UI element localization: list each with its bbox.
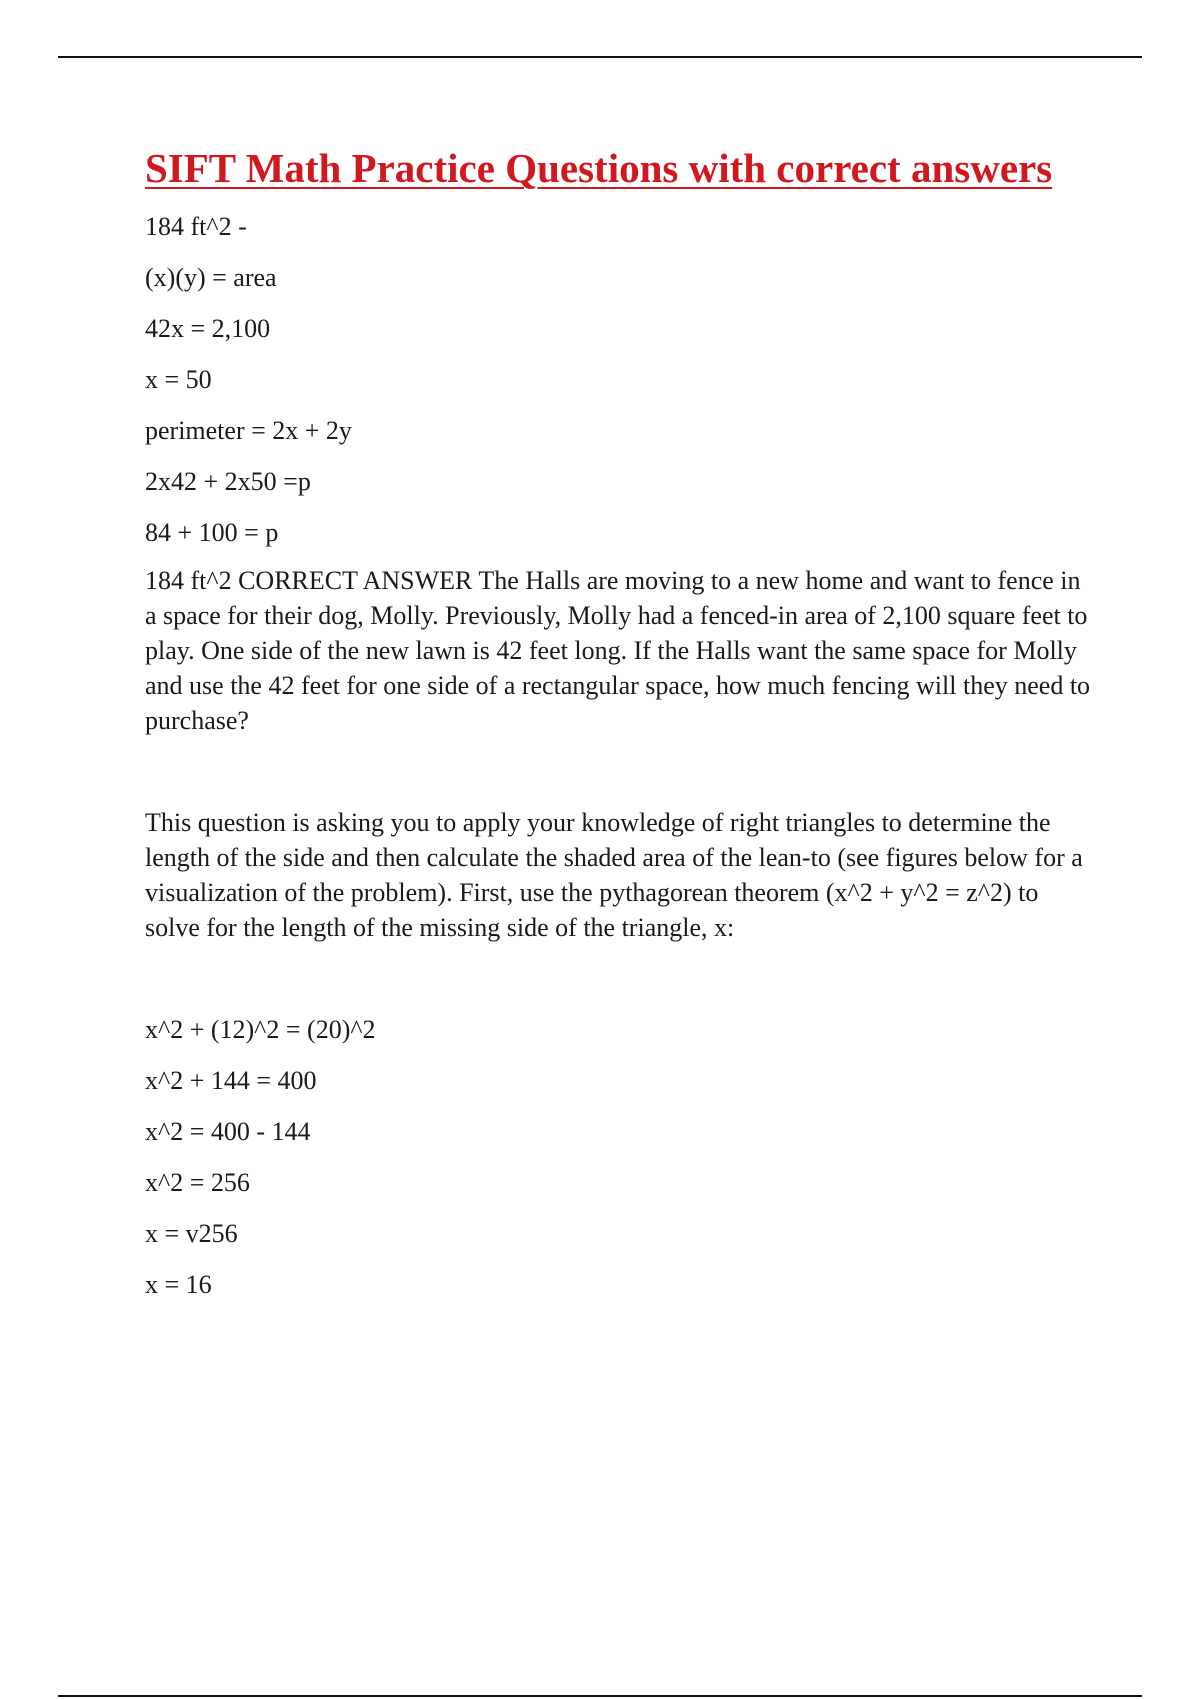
answer-line: x = 50 <box>145 365 212 394</box>
equation-line: x^2 = 256 <box>145 1168 250 1197</box>
answer-line: perimeter = 2x + 2y <box>145 416 352 445</box>
footer-rule <box>58 1695 1142 1697</box>
answer-line: 84 + 100 = p <box>145 518 279 547</box>
equation-line: x^2 = 400 - 144 <box>145 1117 311 1146</box>
answer-line: 184 ft^2 - <box>145 212 247 241</box>
answer-line: (x)(y) = area <box>145 263 277 292</box>
document-body <box>145 140 1095 1302</box>
equation-line: x = 16 <box>145 1270 212 1299</box>
equation-line: x = v256 <box>145 1219 238 1248</box>
equation-line: x^2 + (12)^2 = (20)^2 <box>145 1015 376 1044</box>
document-title: SIFT Math Practice Questions with correct answers <box>145 145 1053 191</box>
answer-line: 42x = 2,100 <box>145 314 271 343</box>
explanation-paragraph: This question is asking you to apply your knowledge of right triangles to determine the length of the side and then calculate the shaded area of the lean-to (see figures below for a visualization of the problem). First, use the pythagorean theorem (x^2 + y^2 = z^2) to solve for the length of the missing side of the triangle, x: <box>145 808 1083 942</box>
question-paragraph: 184 ft^2 CORRECT ANSWER The Halls are moving to a new home and want to fence in a space for their dog, Molly. Previously, Molly had a fenced-in area of 2,100 square feet to play. One side of the new lawn is 42 feet long. If the Halls want the same space for Molly and use the 42 feet for one side of a rectangular space, how much fencing will they need to purchase? <box>145 566 1091 735</box>
header-rule <box>58 56 1142 58</box>
answer-line: 2x42 + 2x50 =p <box>145 467 311 496</box>
equation-line: x^2 + 144 = 400 <box>145 1066 317 1095</box>
